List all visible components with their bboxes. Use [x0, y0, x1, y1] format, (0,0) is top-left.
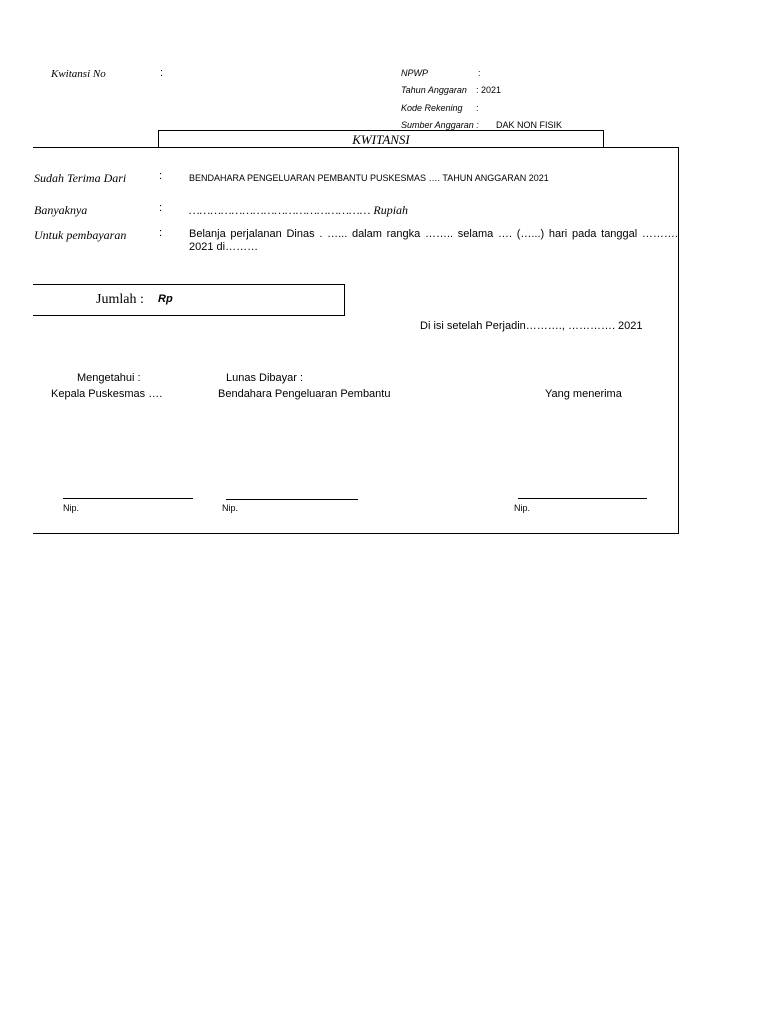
- kwitansi-no-colon: :: [160, 67, 164, 79]
- npwp-label: NPWP: [401, 68, 428, 78]
- kode-rekening-colon: :: [476, 103, 479, 113]
- sig-col2-nip: Nip.: [222, 503, 239, 513]
- sig-col1-title: Mengetahui :: [77, 372, 141, 384]
- sig-col3-role: Yang menerima: [545, 388, 622, 400]
- sudah-terima-dari-label: Sudah Terima Dari: [34, 171, 127, 185]
- tahun-anggaran-value: : 2021: [476, 85, 502, 95]
- sig-col1-nip: Nip.: [63, 503, 80, 513]
- page-title: KWITANSI: [352, 132, 410, 147]
- sumber-anggaran-label: Sumber Anggaran :: [401, 120, 479, 130]
- kwitansi-no-label: Kwitansi No: [51, 68, 106, 80]
- signature-line-2: [226, 499, 358, 500]
- date-line: Di isi setelah Perjadin………., …………. 2021: [420, 320, 643, 332]
- title-box: [158, 130, 604, 148]
- banyaknya-value: …………………………………………… Rupiah: [189, 203, 409, 217]
- npwp-colon: :: [478, 68, 481, 78]
- tahun-anggaran-label: Tahun Anggaran: [401, 85, 467, 95]
- sig-col2-role: Bendahara Pengeluaran Pembantu: [218, 388, 391, 400]
- banyaknya-colon: :: [159, 202, 163, 214]
- sudah-terima-dari-colon: :: [159, 170, 163, 182]
- kode-rekening-label: Kode Rekening: [401, 103, 463, 113]
- sumber-anggaran-value: DAK NON FISIK: [496, 120, 563, 130]
- untuk-pembayaran-colon: :: [159, 227, 163, 239]
- sig-col2-title: Lunas Dibayar :: [226, 372, 304, 384]
- signature-line-1: [63, 498, 193, 499]
- untuk-pembayaran-label: Untuk pembayaran: [34, 228, 127, 242]
- jumlah-box: [33, 284, 345, 316]
- sig-col1-role: Kepala Puskesmas ….: [51, 388, 163, 400]
- sig-col3-nip: Nip.: [514, 503, 531, 513]
- jumlah-label: Jumlah :: [96, 292, 144, 307]
- untuk-pembayaran-value: Belanja perjalanan Dinas . …... dalam rangka …….. selama …. (…...) hari pada tanggal ………. 2021 di………: [189, 228, 678, 253]
- banyaknya-label: Banyaknya: [34, 203, 88, 217]
- jumlah-currency: Rp: [158, 293, 173, 305]
- signature-line-3: [518, 498, 647, 499]
- sudah-terima-dari-value: BENDAHARA PENGELUARAN PEMBANTU PUSKESMAS …. TAHUN ANGGARAN 2021: [189, 173, 549, 183]
